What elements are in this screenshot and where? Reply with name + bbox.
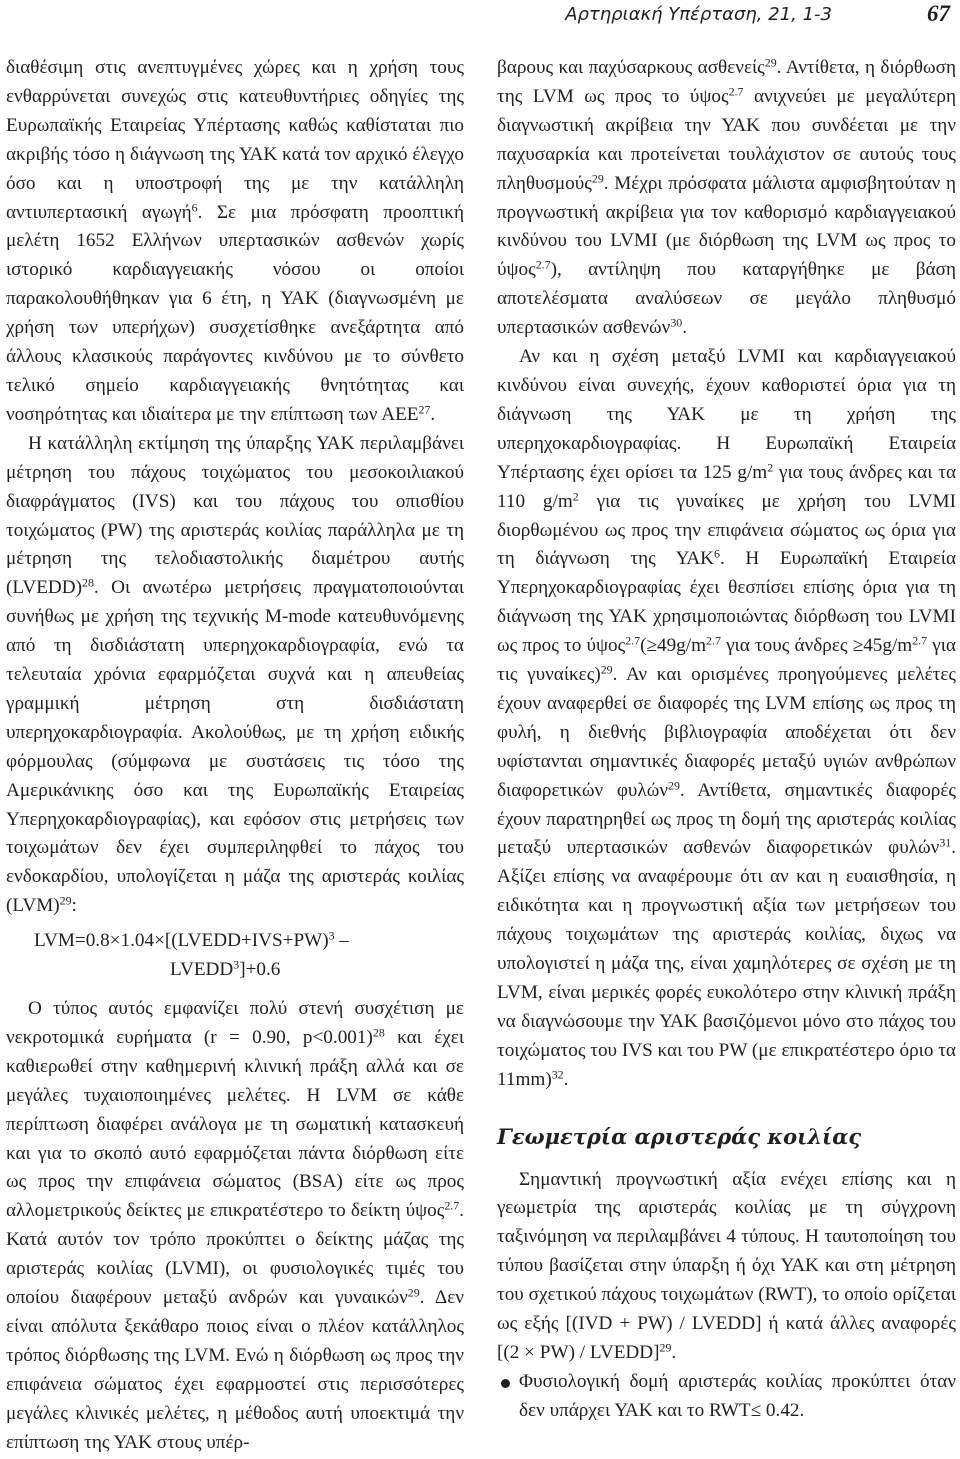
right-column — [497, 54, 956, 1426]
paragraph-lv-geometry: Σημαντική προγνωστική αξία ενέχει επίσης και η γεωμετρία της αριστεράς κοιλίας με τη σύγχρονη ταξινόμηση να περιλαμβάνει 4 τύπους. Η ταυτοποίηση του τύπου βασίζεται στην ύπαρξη ή όχι ΥΑΚ και στη μέτρηση του σχετικού πάχους τοιχωμάτων (RWT), το οποίο ορίζεται ως εξής [(IVD + PW) / LVEDD] ή κατά άλλες αναφορές [(2 × PW) / LVEDD]$^{29}$. — [497, 1168, 956, 1363]
bullet-normal-geometry: Φυσιολογική δομή αριστεράς κοιλίας προκύπτει όταν δεν υπάρχει ΥΑΚ και το RWT≤ 0.42. — [497, 1368, 956, 1426]
bullet-dot-icon — [501, 1379, 510, 1388]
page-number: 67 — [927, 1, 950, 26]
section-heading: Γεωμετρία αριστεράς κοιλίας — [497, 1123, 862, 1149]
left-column — [6, 54, 464, 1458]
page-header — [0, 1, 960, 34]
paragraph-lvh-measurement: Η κατάλληλη εκτίμηση της ύπαρξης ΥΑΚ περιλαμβάνει μέτρηση του πάχους τοιχώματος του μεσοκοιλιακού διαφράγματος (IVS) και του πάχους του οπισθίου τοιχώματος (PW) της αριστεράς κοιλίας παράλληλα με τη μέτρηση της τελοδιαστολικής διαμέτρου αυτής (LVEDD)$^{28}$. Οι ανωτέρω μετρήσεις πραγματοποιούνται συνήθως με χρήση της τεχνικής M-mode κατευθυνόμενης από τη δισδιάστατη υπερηχοκαρδιογραφία, ενώ τα τελευταία χρόνια εφαρμόζεται συχνά και η απευθείας γραμμική μέτρηση στη δισδιάστατη υπερηχοκαρδιογραφία. Ακολούθως, με τη χρήση ειδικής φόρμουλας (σύμφωνα με συστάσεις τις τόσο της Αμερικάνικης όσο και της Ευρωπαϊκής Εταιρείας Υπερηχοκαρδιογραφίας), και εφόσον στις μετρήσεις των τοιχωμάτων δεν έχει συμπεριληφθεί το πάχος του ενδοκαρδίου, υπολογίζεται η μάζα της αριστεράς κοιλίας (LVM)$^{29}$: — [6, 432, 464, 917]
journal-running-head: Αρτηριακή Υπέρταση, 21, 1-3 — [565, 4, 832, 25]
paragraph-lvm-correction: Ο τύπος αυτός εμφανίζει πολύ στενή συσχέτιση με νεκροτομικά ευρήματα (r = 0.90, p<0.001)$^{28}$ και έχει καθιερωθεί στην καθημερινή κλινική πράξη αλλά και σε μεγάλες τυχαιοποιημένες μελέτες. Η LVM σε κάθε περίπτωση διαφέρει ανάλογα με τη σωματική κατασκευή και για το σκοπό αυτό εφαρμόζεται πάντα διόρθωση είτε ως προς την επιφάνεια σώματος (BSA) είτε ως προς αλλομετρικούς δείκτες με επικρατέστερο το δείκτη ύψος$^{2.7}$. Κατά αυτόν τον τρόπο προκύπτει ο δείκτης μάζας της αριστεράς κοιλίας (LVMI), οι φυσιολογικές τιμές του οποίου διαφέρουν μεταξύ ανδρών και γυναικών$^{29}$. Δεν είναι απόλυτα ξεκάθαρο ποιος είναι ο πλέον κατάλληλος τρόπος διόρθωσης της LVM. Ενώ η διόρθωση ως προς την επιφάνεια σώματος έχει εφαρμοστεί στις περισσότερες μεγάλες κλινικές μελέτες, η μέθοδος αυτή υποεκτιμά την επίπτωση της ΥΑΚ στους υπέρ- — [6, 998, 464, 1453]
paragraph-lvh-prognosis: διαθέσιμη στις ανεπτυγμένες χώρες και η χρήση τους ενθαρρύνεται συνεχώς στις κατευθυντήριες οδηγίες της Ευρωπαϊκής Εταιρείας Υπέρτασης καθώς καθίσταται πιο ακριβής τόσο η διάγνωση της ΥΑΚ κατά τον αρχικό έλεγχο όσο και η υποστροφή της με την κατάλληλη αντιυπερτασική αγωγή$^6$. Σε μια πρόσφατη προοπτική μελέτη 1652 Ελλήνων υπερτασικών ασθενών χωρίς ιστορικό καρδιαγγειακής νόσου οι οποίοι παρακολουθήθηκαν για 6 έτη, η ΥΑΚ (διαγνωσμένη με χρήση των υπερήχων) συσχετίσθηκε ανεξάρτητα από άλλους κλασικούς παράγοντες κινδύνου με το σύνθετο τελικό σημείο καρδιαγγειακής θνητότητας και νοσηρότητας και ιδιαίτερα με την επίπτωση των ΑΕΕ$^{27}$. — [6, 57, 464, 425]
paragraph-diagnostic-thresholds: Αν και η σχέση μεταξύ LVMI και καρδιαγγειακού κινδύνου είναι συνεχής, έχουν καθοριστεί όρια για τη διάγνωση της ΥΑΚ με τη χρήση της υπερηχοκαρδιογραφίας. Η Ευρωπαϊκή Εταιρεία Υπέρτασης έχει ορίσει τα 125 $g/m^2$ για τους άνδρες και τα 110 $g/m^2$ για τις γυναίκες με χρήση του LVMI διορθωμένου ως προς την επιφάνεια σώματος ως όρια για τη διάγνωση της ΥΑΚ$^6$. Η Ευρωπαϊκή Εταιρεία Υπερηχοκαρδιογραφίας έχει θεσπίσει επίσης όρια για τη διάγνωση της ΥΑΚ χρησιμοποιώντας διόρθωση του LVMI ως προς το $ύ\psi o\varsigma^{2.7}(\ge 49g/m^{2.7}$ για τους $ά\nu\delta\rho\varepsilon\varsigma \ge 45g/m^{2.7}$ για τις γυναίκες)$^{29}$. Αν και ορισμένες προηγούμενες μελέτες έχουν αναφερθεί σε διαφορές της LVM επίσης ως προς τη φυλή, η διεθνής βιβλιογραφία αποδέχεται ότι δεν υφίστανται σημαντικές διαφορές μεταξύ υγιών ανθρώπων διαφορετικών φυλών$^{29}$. Αντίθετα, σημαντικές διαφορές έχουν παρατηρηθεί ως προς τη δομή της αριστεράς κοιλίας μεταξύ υπερτασικών ασθενών διαφορετικών φυλών$^{31}$. Αξίζει επίσης να αναφέρουμε ότι αν και η ευαισθησία, η ειδικότητα και η προγνωστική αξία των μετρήσεων του πάχους τοιχωμάτων της αριστεράς κοιλίας, διχως να υπολογιστεί η μάζα της, είναι χαμηλότερες σε σχέση με τη LVM, είναι μερικές φορές ευκολότερο στην κλινική πράξη να διαγνώσουμε την ΥΑΚ βασιζόμενοι μόνο στο πάχος του τοιχώματος του IVS και του PW (με επικρατέστερο όριο τα 11mm)$^{32}$. — [497, 346, 956, 1090]
paragraph-height-correction: βαρους και παχύσαρκους ασθενείς$^{29}$. Αντίθετα, η διόρθωση της LVM ως προς το ύψος$^{2.7}$ ανιχνεύει με μεγαλύτερη διαγνωστική ακρίβεια την ΥΑΚ που συνδέεται με την παχυσαρκία και προτείνεται τουλάχιστον σε αυτούς τους πληθυσμούς$^{29}$. Μέχρι πρόσφατα μάλιστα αμφισβητούταν η προγνωστική ακρίβεια για τον καθορισμό καρδιαγγειακού κινδύνου του LVMI (με διόρθωση της LVM ως προς το ύψος$^{2.7}$), αντίληψη που καταργήθηκε με βάση αποτελέσματα αναλύσεων σε μεγάλο πληθυσμό υπερτασικών ασθενών$^{30}$. — [497, 55, 956, 339]
lvm-formula: LVM=0.8×1.04×[(LVEDD+IVS+PW)$^3$ – $LVEDD^3]+0.6$ — [34, 928, 350, 981]
